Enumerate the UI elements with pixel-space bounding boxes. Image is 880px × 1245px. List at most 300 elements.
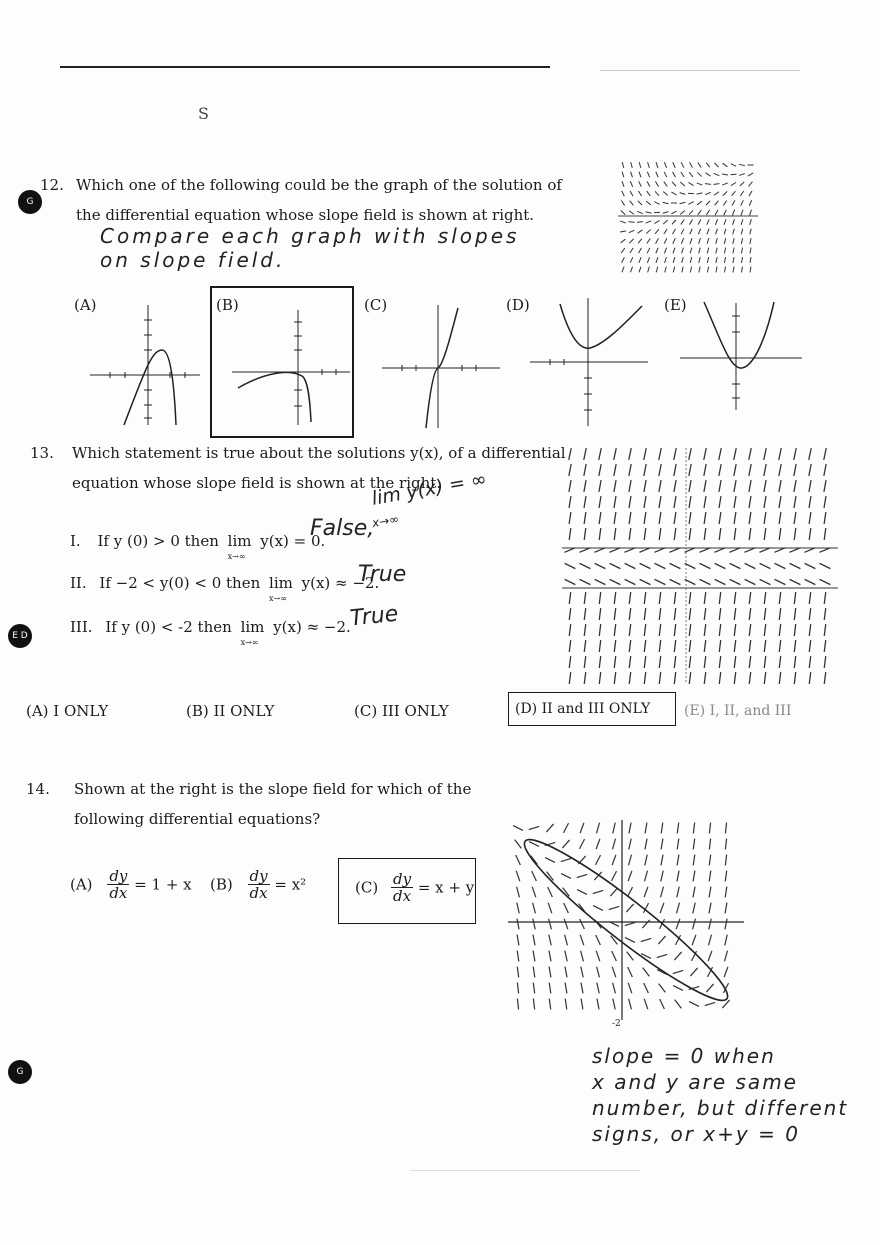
q13-slope-mark bbox=[749, 512, 751, 524]
q13-slope-mark bbox=[809, 480, 811, 492]
q12-slope-mark bbox=[648, 267, 650, 273]
q14-slope-mark bbox=[627, 887, 632, 897]
q13-slope-mark bbox=[805, 579, 816, 584]
q12-graph-e bbox=[680, 298, 802, 418]
q14-slope-mark bbox=[693, 887, 695, 898]
q12-slope-mark bbox=[629, 211, 634, 214]
q14-slope-mark bbox=[709, 839, 710, 850]
q13-slope-mark bbox=[674, 672, 675, 684]
q14-slope-mark bbox=[529, 842, 539, 847]
q13-slope-mark bbox=[689, 608, 690, 620]
q13-slope-mark bbox=[809, 464, 811, 476]
q12-slope-mark bbox=[639, 181, 642, 186]
q13-slope-mark bbox=[749, 656, 750, 668]
q12-slope-mark bbox=[647, 248, 650, 253]
q12-slope-mark bbox=[740, 182, 744, 186]
q13-slope-mark bbox=[745, 563, 756, 568]
q12-slope-mark bbox=[630, 248, 633, 253]
q14-slope-mark bbox=[564, 919, 568, 929]
q12-slope-mark bbox=[733, 238, 734, 244]
q12-slope-mark bbox=[638, 239, 642, 244]
q13-slope-mark bbox=[764, 608, 765, 620]
q14-slope-mark bbox=[725, 903, 727, 914]
q13-slope-mark bbox=[704, 512, 706, 524]
q13-slope-mark bbox=[674, 480, 676, 492]
q12-slope-mark bbox=[741, 248, 742, 254]
q12-slope-mark bbox=[637, 211, 642, 213]
q12-slope-mark bbox=[733, 257, 734, 263]
q12-slope-mark bbox=[673, 248, 675, 254]
q13-slope-mark bbox=[644, 640, 645, 652]
q12-slope-mark bbox=[688, 202, 693, 205]
q13-slope-mark bbox=[659, 528, 661, 540]
q14-slope-mark bbox=[725, 823, 726, 834]
q13-slope-mark bbox=[625, 579, 636, 584]
q13-slope-mark bbox=[599, 656, 600, 668]
q13-slope-mark bbox=[614, 496, 616, 508]
q14-slope-mark bbox=[548, 887, 553, 897]
q12-slope-mark bbox=[690, 229, 692, 234]
q13-slope-mark bbox=[599, 480, 601, 492]
q14-slope-mark bbox=[628, 983, 632, 993]
punch-hole-1: G bbox=[18, 190, 42, 214]
q14-slope-mark bbox=[676, 919, 680, 929]
q12-slope-mark bbox=[656, 267, 658, 273]
q13-slope-mark bbox=[779, 624, 780, 636]
q12-slope-mark bbox=[750, 248, 751, 254]
q12-slope-mark bbox=[732, 191, 736, 196]
q14-slope-mark bbox=[517, 967, 518, 978]
q13-slope-mark bbox=[824, 640, 825, 652]
q13-slope-mark bbox=[670, 579, 681, 584]
q12-slope-mark bbox=[680, 211, 685, 215]
q14-slope-mark bbox=[613, 983, 616, 994]
q13-slope-mark bbox=[719, 624, 720, 636]
q13-slope-mark bbox=[644, 624, 645, 636]
q14-slope-mark bbox=[561, 874, 571, 879]
q12-slope-mark bbox=[689, 219, 692, 224]
q13-slope-field bbox=[562, 448, 838, 688]
q13-slope-mark bbox=[779, 656, 780, 668]
q13-slope-mark bbox=[599, 592, 600, 604]
q13-slope-mark bbox=[700, 579, 711, 584]
q14-slope-mark bbox=[612, 951, 617, 961]
q14-slope-mark bbox=[533, 951, 535, 962]
q13-slope-mark bbox=[779, 448, 781, 460]
q12-slope-mark bbox=[647, 191, 651, 196]
q13-answer-c: (C) III ONLY bbox=[354, 702, 449, 720]
q12-slope-mark bbox=[648, 162, 650, 168]
q14-option-c-label: (C) bbox=[355, 878, 379, 897]
q14-option-c-frac: $\frac{dy}{dx}$ bbox=[392, 870, 412, 905]
q14-slope-mark bbox=[709, 919, 711, 930]
q13-slope-mark bbox=[629, 624, 630, 636]
q13-slope-mark bbox=[704, 448, 706, 460]
q13-slope-mark bbox=[779, 496, 781, 508]
q13-s1-result: y(x) = 0. bbox=[260, 532, 326, 550]
q13-slope-mark bbox=[809, 512, 811, 524]
q13-slope-mark bbox=[674, 624, 675, 636]
q12-slope-mark bbox=[671, 192, 676, 195]
q12-slope-mark bbox=[654, 202, 659, 205]
q14-slope-mark bbox=[597, 967, 600, 978]
q13-slope-mark bbox=[734, 528, 736, 540]
q12-slope-mark bbox=[724, 229, 726, 235]
q14-slope-mark bbox=[725, 935, 727, 946]
q14-slope-mark bbox=[627, 952, 634, 961]
q12-slope-mark bbox=[724, 210, 727, 215]
q13-slope-mark bbox=[749, 448, 751, 460]
q12-slope-mark bbox=[723, 163, 728, 167]
q14-slope-mark bbox=[549, 999, 550, 1010]
q13-slope-mark bbox=[569, 480, 571, 492]
q14-circled-zero-slope-line bbox=[513, 825, 739, 1014]
q13-slope-mark bbox=[824, 592, 825, 604]
q14-slope-mark bbox=[709, 871, 711, 882]
q13-slope-mark bbox=[809, 608, 810, 620]
q12-slope-mark bbox=[739, 174, 745, 176]
q13-slope-mark bbox=[640, 563, 651, 568]
q13-number: 13. bbox=[30, 444, 54, 462]
q12-slope-mark bbox=[748, 173, 753, 176]
q13-slope-mark bbox=[584, 592, 585, 604]
q14-slope-mark bbox=[565, 951, 567, 962]
q13-slope-mark bbox=[779, 672, 780, 684]
q14-slope-mark bbox=[661, 871, 663, 882]
q14-slope-mark bbox=[709, 855, 710, 866]
q14-slope-mark bbox=[661, 839, 663, 850]
q14-slope-mark bbox=[531, 856, 538, 865]
q13-s3-result: y(x) ≈ −2. bbox=[273, 618, 351, 636]
q12-slope-mark bbox=[731, 182, 736, 185]
q14-option-c-rhs: = x + y bbox=[417, 878, 475, 897]
q12-slope-mark bbox=[681, 238, 683, 244]
q13-slope-mark bbox=[614, 448, 616, 460]
q13-slope-mark bbox=[700, 563, 711, 568]
q14-slope-mark bbox=[675, 1000, 682, 1009]
q12-slope-mark bbox=[681, 220, 684, 225]
q12-slope-mark bbox=[673, 162, 675, 167]
q14-slope-mark bbox=[517, 935, 519, 946]
q12-slope-mark bbox=[656, 172, 658, 177]
q13-slope-mark bbox=[644, 480, 646, 492]
q12-slope-mark bbox=[714, 184, 720, 185]
q12-slope-mark bbox=[741, 257, 742, 263]
q12-slope-mark bbox=[663, 220, 667, 224]
q12-slope-mark bbox=[629, 222, 635, 223]
q12-slope-mark bbox=[722, 174, 728, 175]
q13-text-line2: equation whose slope field is shown at the right. bbox=[72, 474, 442, 492]
q12-slope-mark bbox=[749, 182, 753, 187]
q14-number: 14. bbox=[26, 780, 50, 798]
q13-slope-mark bbox=[689, 512, 691, 524]
q14-slope-mark bbox=[705, 1002, 716, 1005]
q13-statement-3 bbox=[70, 612, 351, 647]
q13-slope-mark bbox=[719, 528, 721, 540]
q14-slope-mark bbox=[513, 826, 523, 831]
q12-slope-mark bbox=[707, 238, 709, 244]
q13-slope-mark bbox=[760, 563, 771, 568]
q12-slope-field bbox=[618, 160, 758, 280]
q13-slope-mark bbox=[655, 579, 666, 584]
q13-s1-lim-sub: x→∞ bbox=[227, 552, 246, 561]
q14-slope-mark bbox=[596, 951, 600, 961]
q14-slope-mark bbox=[673, 970, 684, 973]
q12-slope-mark bbox=[716, 267, 717, 273]
q12-slope-mark bbox=[733, 229, 735, 235]
q12-graph-d bbox=[530, 298, 648, 428]
q13-slope-mark bbox=[644, 464, 646, 476]
q14-slope-mark bbox=[644, 871, 647, 882]
q13-slope-mark bbox=[749, 640, 750, 652]
q12-slope-mark bbox=[646, 221, 652, 223]
q14-slope-mark bbox=[581, 999, 583, 1010]
q12-slope-mark bbox=[681, 162, 684, 167]
q14-slope-mark bbox=[644, 983, 649, 993]
q13-slope-mark bbox=[704, 640, 705, 652]
q13-slope-mark bbox=[595, 563, 606, 568]
q12-option-e-label: (E) bbox=[664, 296, 687, 314]
q13-slope-mark bbox=[614, 640, 615, 652]
q14-slope-mark bbox=[677, 887, 679, 898]
q12-slope-mark bbox=[673, 257, 675, 263]
q13-s3-lim-sub: x→∞ bbox=[240, 638, 259, 647]
q13-slope-mark bbox=[764, 448, 766, 460]
q12-slope-mark bbox=[750, 257, 751, 263]
q12-slope-mark bbox=[647, 238, 650, 243]
q14-slope-mark bbox=[517, 887, 520, 898]
header-mark: S bbox=[198, 104, 209, 123]
q12-slope-mark bbox=[741, 238, 742, 244]
q12-handwritten-note-2: on slope field. bbox=[100, 248, 286, 272]
q13-slope-mark bbox=[659, 672, 660, 684]
q12-slope-mark bbox=[706, 201, 710, 205]
q13-slope-mark bbox=[659, 624, 660, 636]
q13-slope-mark bbox=[674, 608, 675, 620]
q12-slope-mark bbox=[663, 192, 668, 196]
q14-slope-mark bbox=[629, 999, 632, 1010]
q13-slope-mark bbox=[734, 512, 736, 524]
q13-slope-mark bbox=[629, 656, 630, 668]
q12-slope-mark bbox=[680, 202, 686, 203]
q12-slope-mark bbox=[682, 267, 683, 273]
q12-slope-mark bbox=[630, 181, 632, 187]
q13-slope-mark bbox=[625, 563, 636, 568]
q14-option-b-rhs: = x² bbox=[274, 875, 307, 894]
q13-slope-mark bbox=[629, 672, 630, 684]
q14-slope-mark bbox=[593, 890, 604, 893]
q14-slope-mark bbox=[692, 919, 695, 930]
q13-slope-mark bbox=[614, 464, 616, 476]
q13-slope-mark bbox=[569, 608, 570, 620]
q14-note-line1: slope = 0 when bbox=[592, 1044, 776, 1068]
q14-slope-mark bbox=[580, 919, 585, 929]
q13-slope-mark bbox=[644, 592, 645, 604]
q12-slope-mark bbox=[671, 211, 676, 214]
q14-slope-mark bbox=[628, 871, 632, 881]
q13-slope-mark bbox=[734, 640, 735, 652]
q14-slope-mark bbox=[565, 999, 567, 1010]
q14-slope-mark bbox=[658, 936, 665, 944]
q13-slope-mark bbox=[719, 480, 721, 492]
q13-slope-mark bbox=[734, 480, 736, 492]
q13-slope-mark bbox=[824, 480, 826, 492]
q14-slope-mark bbox=[565, 935, 568, 946]
q13-answer-d: (D) II and III ONLY bbox=[508, 692, 676, 726]
q12-slope-mark bbox=[731, 164, 736, 167]
q14-slope-mark bbox=[532, 887, 536, 897]
q13-slope-mark bbox=[599, 448, 601, 460]
q12-slope-mark bbox=[672, 172, 675, 177]
q12-slope-mark bbox=[639, 162, 641, 168]
q12-slope-mark bbox=[629, 239, 633, 243]
q12-option-a-label: (A) bbox=[74, 296, 97, 314]
q12-slope-mark bbox=[630, 257, 633, 262]
q14-slope-mark bbox=[629, 823, 631, 834]
q14-slope-mark bbox=[677, 823, 678, 834]
q13-slope-mark bbox=[704, 592, 705, 604]
q13-slope-mark bbox=[719, 640, 720, 652]
q14-option-a bbox=[70, 868, 192, 901]
q13-slope-mark bbox=[644, 512, 646, 524]
q12-slope-mark bbox=[707, 257, 708, 263]
q14-slope-mark bbox=[533, 967, 535, 978]
q13-slope-mark bbox=[730, 579, 741, 584]
q13-slope-mark bbox=[794, 656, 795, 668]
q13-slope-mark bbox=[689, 528, 691, 540]
q14-slope-mark bbox=[677, 839, 679, 850]
q14-slope-mark bbox=[725, 839, 726, 850]
q14-slope-mark bbox=[597, 983, 599, 994]
q13-slope-mark bbox=[715, 563, 726, 568]
q13-slope-mark bbox=[584, 448, 586, 460]
q13-slope-mark bbox=[809, 656, 810, 668]
q12-slope-mark bbox=[681, 229, 684, 234]
q14-slope-mark bbox=[725, 919, 727, 930]
q13-slope-mark bbox=[599, 672, 600, 684]
q14-slope-mark bbox=[533, 903, 536, 914]
q12-slope-mark bbox=[664, 229, 667, 234]
q14-slope-mark bbox=[609, 906, 620, 909]
q12-slope-mark bbox=[716, 238, 718, 244]
q13-s1-note: False, bbox=[310, 516, 375, 541]
q13-slope-mark bbox=[764, 592, 765, 604]
q13-slope-mark bbox=[794, 480, 796, 492]
q13-slope-mark bbox=[764, 464, 766, 476]
q13-slope-mark bbox=[779, 592, 780, 604]
q13-slope-mark bbox=[689, 480, 691, 492]
q13-slope-mark bbox=[584, 672, 585, 684]
q12-text-line1: Which one of the following could be the graph of the solution of bbox=[76, 176, 562, 194]
q13-slope-mark bbox=[689, 656, 690, 668]
q13-slope-mark bbox=[779, 640, 780, 652]
q13-slope-mark bbox=[644, 608, 645, 620]
q13-slope-mark bbox=[790, 563, 801, 568]
q13-slope-mark bbox=[569, 496, 571, 508]
q14-slope-mark bbox=[625, 922, 636, 925]
q14-slope-mark bbox=[533, 935, 535, 946]
q12-slope-mark bbox=[707, 219, 710, 224]
q12-slope-mark bbox=[622, 162, 624, 168]
q14-slope-mark bbox=[517, 951, 519, 962]
top-rule-faint bbox=[600, 70, 800, 71]
q12-slope-mark bbox=[750, 267, 751, 273]
q14-option-b-label: (B) bbox=[210, 875, 233, 894]
q13-slope-mark bbox=[704, 608, 705, 620]
q14-slope-mark bbox=[580, 935, 584, 945]
q12-slope-mark bbox=[724, 248, 725, 254]
q12-slope-mark bbox=[690, 248, 692, 254]
q13-slope-mark bbox=[775, 579, 786, 584]
q13-slope-mark bbox=[674, 448, 676, 460]
q14-slope-mark bbox=[562, 840, 569, 848]
q14-slope-mark bbox=[581, 983, 583, 994]
q12-slope-mark bbox=[690, 257, 691, 263]
q13-slope-mark bbox=[659, 464, 661, 476]
q13-slope-mark bbox=[764, 656, 765, 668]
q12-number: 12. bbox=[40, 176, 64, 194]
q13-slope-mark bbox=[719, 464, 721, 476]
q14-slope-mark bbox=[577, 874, 588, 877]
q14-slope-mark bbox=[549, 919, 552, 930]
q12-graph-b bbox=[232, 310, 350, 430]
q12-slope-mark bbox=[656, 238, 659, 243]
q13-s3-note: True bbox=[348, 601, 400, 632]
q12-slope-mark bbox=[739, 164, 745, 165]
q12-slope-mark bbox=[622, 172, 624, 178]
q12-slope-mark bbox=[706, 163, 710, 168]
q14-slope-mark bbox=[613, 999, 615, 1010]
q14-slope-mark bbox=[708, 935, 711, 946]
q13-slope-mark bbox=[760, 579, 771, 584]
q13-slope-mark bbox=[734, 464, 736, 476]
q13-slope-mark bbox=[719, 448, 721, 460]
q14-slope-mark bbox=[533, 919, 535, 930]
q12-slope-mark bbox=[740, 191, 743, 196]
q12-slope-mark bbox=[680, 193, 686, 195]
q12-slope-mark bbox=[688, 182, 693, 185]
q12-slope-mark bbox=[622, 181, 624, 187]
q13-slope-mark bbox=[614, 480, 616, 492]
q14-slope-mark bbox=[561, 858, 572, 861]
q13-slope-mark bbox=[689, 672, 690, 684]
q13-text-line1: Which statement is true about the solutions y(x), of a differential bbox=[72, 444, 566, 462]
q13-slope-mark bbox=[674, 496, 676, 508]
q14-option-c bbox=[338, 858, 476, 924]
q12-slope-mark bbox=[697, 201, 702, 205]
q13-slope-mark bbox=[794, 624, 795, 636]
q12-slope-mark bbox=[620, 221, 626, 223]
q13-slope-mark bbox=[629, 592, 630, 604]
q12-slope-mark bbox=[639, 172, 641, 178]
q13-s2-cond: If −2 < y(0) < 0 then bbox=[99, 574, 261, 592]
q12-slope-mark bbox=[715, 201, 719, 206]
q13-slope-mark bbox=[734, 496, 736, 508]
q13-slope-mark bbox=[659, 656, 660, 668]
q13-slope-mark bbox=[794, 608, 795, 620]
q14-slope-mark bbox=[545, 858, 555, 863]
q14-slope-mark bbox=[657, 954, 668, 957]
q14-note-line4: signs, or x+y = 0 bbox=[592, 1122, 800, 1146]
q12-slope-mark bbox=[629, 230, 635, 232]
q13-slope-mark bbox=[730, 563, 741, 568]
punch-hole-2: E D bbox=[8, 624, 32, 648]
q12-slope-mark bbox=[732, 210, 734, 216]
q13-slope-mark bbox=[599, 528, 601, 540]
q13-slope-mark bbox=[794, 448, 796, 460]
q13-slope-mark bbox=[610, 579, 621, 584]
q13-s3-lim: lim x→∞ bbox=[241, 612, 265, 642]
